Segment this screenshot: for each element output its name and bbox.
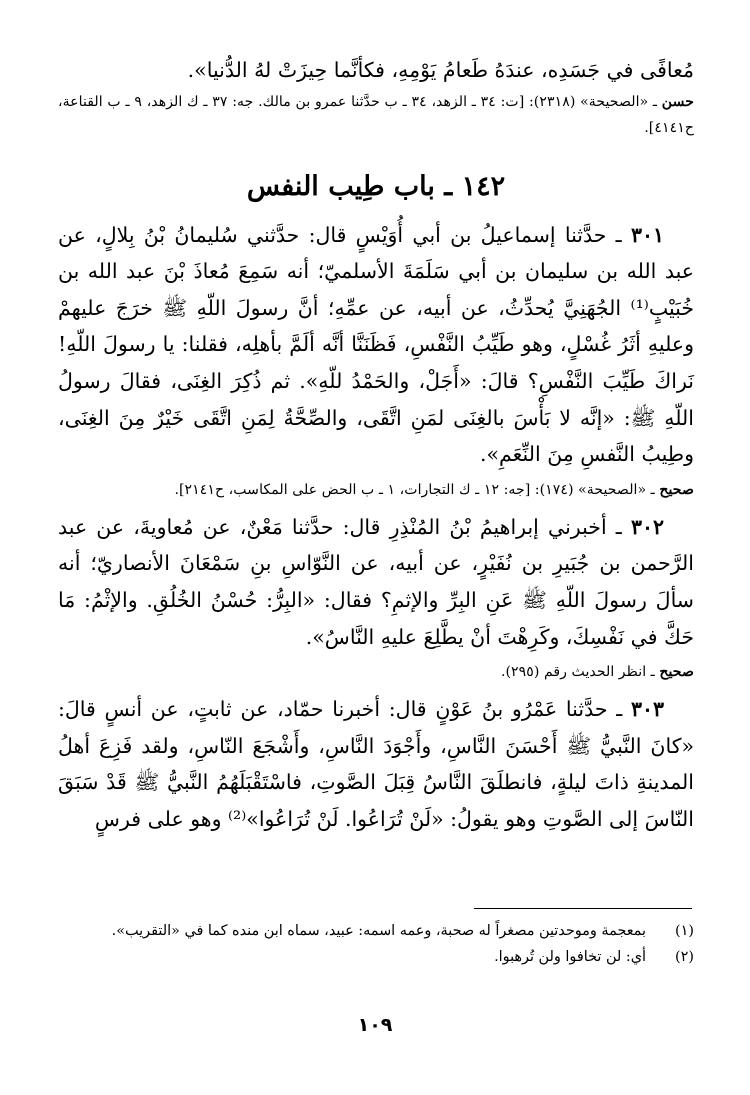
hadith-303 — [58, 691, 694, 837]
footnote-text: أي: لن تخافوا ولن تُرهبوا. — [494, 949, 646, 965]
hadith-302 — [58, 509, 694, 655]
footnotes — [58, 918, 694, 970]
reference-text: ـ «الصحيحة» (٢٣١٨): [ت: ٣٤ ـ الزهد، ٣٤ ـ ب حدَّثنا عمرو بن مالك. جه: ٣٧ ـ ك الزهد، ٩ ـ ب القناعة، ح٤١٤١]. — [58, 93, 694, 136]
footnote-number: (٢) — [675, 949, 694, 965]
hadith-number: ٣٠٣ — [630, 697, 664, 722]
footnote-number: (١) — [675, 923, 694, 939]
hadith-301 — [58, 217, 694, 473]
hadith-301-grade — [58, 477, 694, 503]
hadith-text: ـ حدَّثنا عَمْرُو بنُ عَوْنٍ قال: أخبرنا حمّاد، عن ثابتٍ، عن أنسٍ قالَ: «كانَ النَّبيُّ ﷺ أَحْسَنَ النَّاسِ، وأَجْوَدَ النَّاسِ، وأَشْجَعَ النّاسِ، ولقد فَزِعَ أهلُ المدينةِ ذاتَ ليلةٍ، فانطلَقَ النَّاسُ قِبَلَ الصَّوتِ، فاسْتَقْبَلَهُمُ النَّبيُّ ﷺ قَدْ سَبَقَ النّاسَ إلى الصَّوتِ وهو يقولُ: «لَنْ تُرَاعُوا. لَنْ تُرَاعُوا»⁽²⁾ وهو على فرسٍ — [58, 697, 694, 831]
grade-label: حسن — [661, 93, 695, 110]
page-body — [58, 52, 694, 1052]
hadith-text: ـ أخبرني إبراهيمُ بْنُ المُنْذِرِ قال: حدَّثنا مَعْنٌ، عن مُعاويةَ، عن عبد الرَّحمن بن جُبَيرِ بن نُفَيْرٍ، عن أبيه، عن النَّوّاسِ بنِ سَمْعَانَ الأنصاريّ؛ أنه سألَ رسولَ اللّهِ ﷺ عَنِ البِرِّ والإثمِ؟ فقال: «البِرُّ: حُسْنُ الخُلُقِ. والإثْمُ: مَا حَكَّ في نَفْسِكَ، وكَرِهْتَ أنْ يطَّلِعَ عليهِ النَّاسُ». — [58, 514, 694, 649]
footnote-2 — [58, 944, 694, 970]
chapter-title: ١٤٢ ـ باب طِيب النفس — [246, 170, 506, 202]
hadith-302-grade — [58, 659, 694, 685]
footnote-divider — [474, 908, 692, 909]
footnote-1 — [58, 918, 694, 944]
grade-label: صحيح — [659, 481, 694, 498]
hadith-number: ٣٠٢ — [630, 514, 664, 539]
hadith-text: ـ حدَّثنا إسماعيلُ بن أبي أُوَيْسٍ قال: حدَّثني سُليمانُ بْنُ بِلالٍ، عن عبد الله بن سليمان بن أبي سَلَمَةَ الأسلميّ؛ أنه سَمِعَ مُعاذَ بْنَ عبد الله بن خُبَيْبٍ⁽¹⁾ الجُهَنِيَّ يُحدِّثُ، عن أبيه، عن عمِّهِ؛ أنَّ رسولَ اللّهِ ﷺ خرَجَ عليهمْ وعليهِ أثَرُ غُسْلٍ، وهو طَيِّبُ النَّفْسِ، فَظَنَنَّا أنَّه ألَمَّ بأهلِه، فقلنا: يا رسولَ اللّهِ! نَراكَ طَيِّبَ النَّفْسِ؟ قالَ: «أَجَلْ، والحَمْدُ للّهِ». ثم ذُكِرَ الغِنَى، فقالَ رسولُ اللّهِ ﷺ: «إنَّه لا بَأْسَ بالغِنَى لمَنِ اتَّقَى، والصِّحَّةُ لِمَنِ اتَّقَى خَيْرٌ مِنَ الغِنَى، وطِيبُ النَّفسِ مِنَ النِّعَمِ». — [58, 222, 694, 467]
continued-hadith-line: مُعافًى في جَسَدِه، عندَهُ طَعامُ يَوْمِهِ، فكأنَّما حِيزَتْ لهُ الدُّنيا». — [187, 58, 694, 82]
footnote-text: بمعجمة وموحدتين مصغراً له صحبة، وعمه اسمه: عبيد، سماه ابن منده كما في «التقريب». — [111, 923, 646, 939]
hadith-number: ٣٠١ — [630, 222, 664, 247]
page-number: ١٠٩ — [357, 1014, 393, 1036]
reference-text: ـ انظر الحديث رقم (٢٩٥). — [500, 664, 655, 681]
grade-label: صحيح — [659, 664, 694, 681]
continued-hadith-reference — [58, 89, 694, 141]
reference-text: ـ «الصحيحة» (١٧٤): [جه: ١٢ ـ ك التجارات، ١ ـ ب الحض على المكاسب، ح٢١٤١]. — [174, 481, 655, 498]
